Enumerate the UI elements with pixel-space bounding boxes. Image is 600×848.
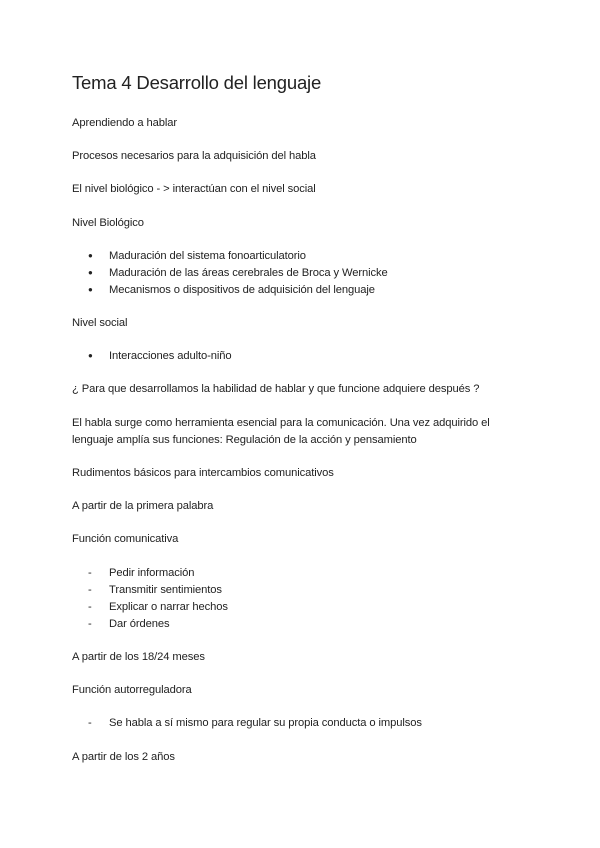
list-item: - Dar órdenes (72, 616, 228, 633)
heading-nivel-biologico: Nivel Biológico (72, 217, 144, 229)
paragraph-habla-herramienta: El habla surge como herramienta esencial para la comunicación. Una vez adquirido el lenguaje amplía sus funciones: Regulación de la acción y pensamiento (72, 417, 490, 446)
paragraph-pregunta: ¿ Para que desarrollamos la habilidad de hablar y que funcione adquiere después ? (72, 383, 480, 395)
list-item: - Se habla a sí mismo para regular su propia conducta o impulsos (72, 715, 422, 732)
dash-icon (88, 715, 102, 732)
bullet-icon (88, 348, 102, 365)
document-title: Tema 4 Desarrollo del lenguaje (72, 72, 322, 93)
list-funcion-comunicativa (72, 565, 228, 633)
paragraph-2-anos: A partir de los 2 años (72, 751, 175, 763)
paragraph-18-24-meses: A partir de los 18/24 meses (72, 651, 205, 663)
list-item: ● Interacciones adulto-niño (72, 348, 232, 365)
bullet-icon (88, 248, 102, 265)
list-item: ● Maduración de las áreas cerebrales de Broca y Wernicke (72, 265, 388, 282)
dash-icon (88, 616, 102, 633)
heading-funcion-autorreguladora: Función autorreguladora (72, 684, 192, 696)
paragraph-rudimentos: Rudimentos básicos para intercambios comunicativos (72, 467, 334, 479)
bullet-icon (88, 265, 102, 282)
bullet-icon (88, 282, 102, 299)
dash-icon (88, 599, 102, 616)
paragraph-nivel-biologico-interaccion: El nivel biológico - > interactúan con el nivel social (72, 183, 316, 195)
list-funcion-autorreguladora (72, 715, 422, 732)
dash-icon (88, 582, 102, 599)
dash-icon (88, 565, 102, 582)
list-item: ● Mecanismos o dispositivos de adquisición del lenguaje (72, 282, 388, 299)
list-item: - Transmitir sentimientos (72, 582, 228, 599)
heading-nivel-social: Nivel social (72, 317, 128, 329)
heading-funcion-comunicativa: Función comunicativa (72, 533, 179, 545)
list-nivel-biologico (72, 248, 388, 299)
list-item: - Pedir información (72, 565, 228, 582)
list-item: - Explicar o narrar hechos (72, 599, 228, 616)
list-nivel-social (72, 348, 232, 365)
paragraph-primera-palabra: A partir de la primera palabra (72, 500, 214, 512)
paragraph-aprendiendo: Aprendiendo a hablar (72, 117, 177, 129)
paragraph-procesos: Procesos necesarios para la adquisición del habla (72, 150, 316, 162)
list-item: ● Maduración del sistema fonoarticulatorio (72, 248, 388, 265)
